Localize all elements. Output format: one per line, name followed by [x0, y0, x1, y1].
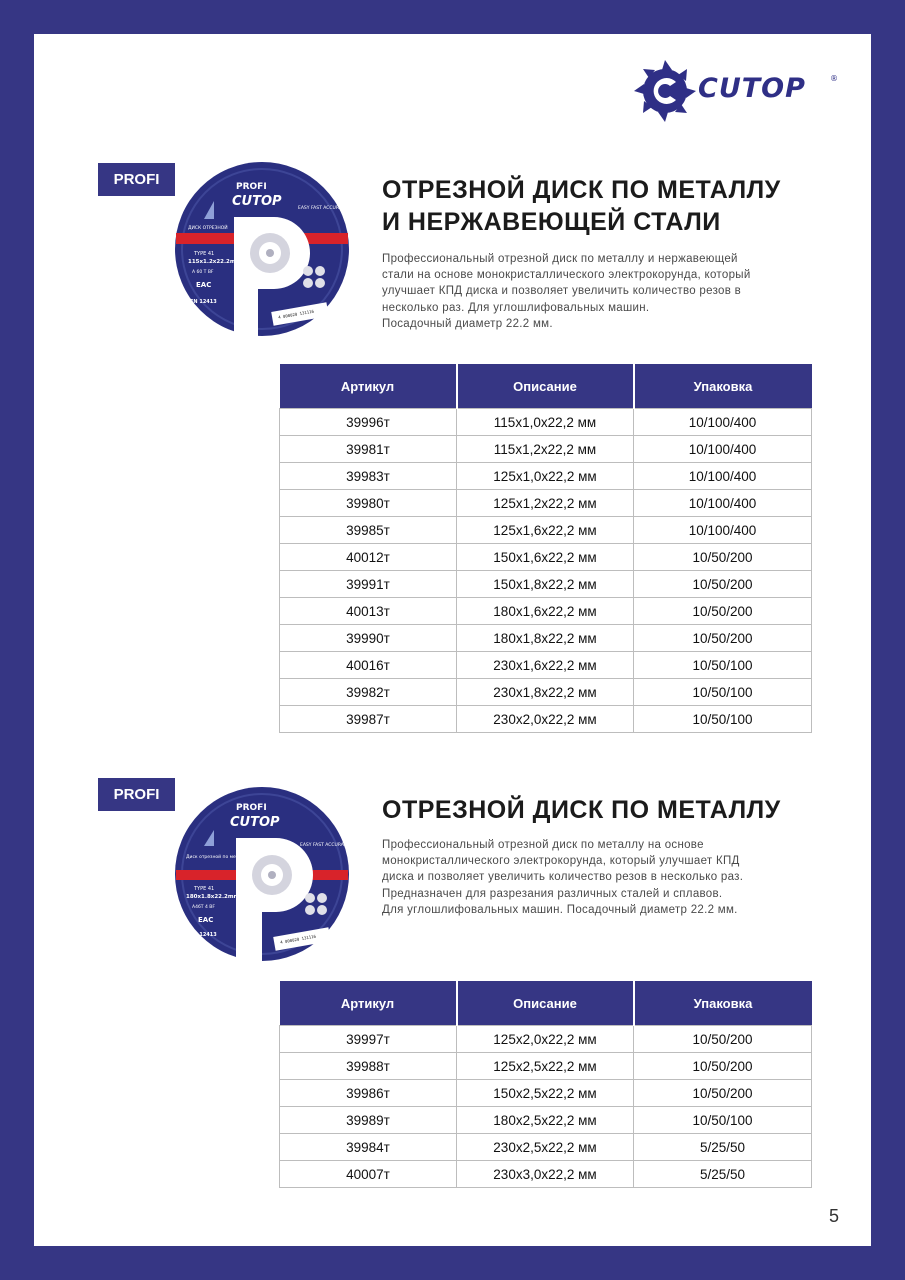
cell-description: 180х2,5х22,2 мм — [457, 1107, 634, 1134]
cell-article: 39985т — [280, 517, 457, 544]
cell-package: 10/50/100 — [634, 679, 812, 706]
cell-description: 230х3,0х22,2 мм — [457, 1161, 634, 1188]
cell-article: 39982т — [280, 679, 457, 706]
cell-description: 115х1,2х22,2 мм — [457, 436, 634, 463]
disc-barcode: 4 000020 131116 — [277, 308, 315, 320]
disc-type-label: TYPE 41 — [194, 251, 215, 257]
column-header-article: Артикул — [280, 981, 457, 1026]
cell-article: 39984т — [280, 1134, 457, 1161]
column-header-description: Описание — [457, 364, 634, 409]
cell-description: 150х1,6х22,2 мм — [457, 544, 634, 571]
table-row — [280, 463, 812, 490]
table-row — [280, 706, 812, 733]
cell-package: 10/100/400 — [634, 490, 812, 517]
table-row — [280, 517, 812, 544]
column-header-package: Упаковка — [634, 981, 812, 1026]
cell-article: 40013т — [280, 598, 457, 625]
table-row — [280, 1080, 812, 1107]
cell-package: 10/50/200 — [634, 625, 812, 652]
brand-name: CUTOP — [698, 73, 806, 104]
cell-article: 40016т — [280, 652, 457, 679]
cell-article: 39996т — [280, 409, 457, 436]
table-row — [280, 598, 812, 625]
cell-article: 39983т — [280, 463, 457, 490]
disc-profi-label: PROFI — [236, 803, 267, 813]
cell-article: 40012т — [280, 544, 457, 571]
disc-eac-mark: EAC — [198, 916, 214, 924]
description-line: Для углошлифовальных машин. Посадочный диаметр 22.2 мм. — [382, 903, 738, 916]
disc-brand-label: CUTOP — [232, 194, 282, 209]
cell-article: 39987т — [280, 706, 457, 733]
cell-package: 10/50/200 — [634, 571, 812, 598]
disc-profi-label: PROFI — [236, 182, 267, 192]
description-line: Предназначен для разрезания различных сталей и сплавов. — [382, 887, 723, 900]
description-line: Профессиональный отрезной диск по металлу и нержавеющей — [382, 253, 738, 265]
description-line: несколько раз. Для углошлифовальных машин. — [382, 301, 650, 314]
disc-band-text: Диск отрезной по металлу — [186, 855, 250, 860]
table-row — [280, 544, 812, 571]
table-row — [280, 1026, 812, 1053]
cell-description: 115х1,0х22,2 мм — [457, 409, 634, 436]
disc-size-label: 115x1.2x22.2mm — [188, 259, 242, 265]
table-row — [280, 625, 812, 652]
product-table — [279, 981, 812, 1188]
cell-description: 230х1,8х22,2 мм — [457, 679, 634, 706]
cell-package: 10/50/200 — [634, 544, 812, 571]
cell-description: 125х1,6х22,2 мм — [457, 517, 634, 544]
cell-package: 10/50/200 — [634, 1080, 812, 1107]
table-header-row — [280, 981, 812, 1026]
saw-blade-icon — [632, 58, 698, 124]
cell-package: 5/25/50 — [634, 1161, 812, 1188]
registered-mark: ® — [830, 74, 838, 83]
cell-description: 125х1,0х22,2 мм — [457, 463, 634, 490]
table-header-row — [280, 364, 812, 409]
description-line: улучшает КПД диска и позволяет увеличить количество резов в — [382, 285, 742, 298]
cell-article: 40007т — [280, 1161, 457, 1188]
product-disc-image — [174, 786, 350, 962]
cell-description: 180х1,8х22,2 мм — [457, 625, 634, 652]
cell-article: 39997т — [280, 1026, 457, 1053]
cell-article: 39990т — [280, 625, 457, 652]
section-description — [382, 837, 802, 918]
disc-en-label: EN 12413 — [190, 932, 217, 938]
cell-article: 39981т — [280, 436, 457, 463]
cell-description: 230х1,6х22,2 мм — [457, 652, 634, 679]
cell-package: 5/25/50 — [634, 1134, 812, 1161]
cell-package: 10/50/100 — [634, 1107, 812, 1134]
table-row — [280, 571, 812, 598]
table-row — [280, 1053, 812, 1080]
disc-size-label: 180x1.8x22.2mm — [186, 894, 240, 900]
cell-description: 180х1,6х22,2 мм — [457, 598, 634, 625]
disc-barcode: 4 000020 131116 — [279, 933, 317, 945]
cell-article: 39986т — [280, 1080, 457, 1107]
cell-article: 39988т — [280, 1053, 457, 1080]
section-title-line: ОТРЕЗНОЙ ДИСК ПО МЕТАЛЛУ — [382, 176, 781, 204]
cell-description: 125х2,0х22,2 мм — [457, 1026, 634, 1053]
cell-package: 10/100/400 — [634, 409, 812, 436]
profi-badge: PROFI — [98, 163, 175, 196]
cell-description: 150х2,5х22,2 мм — [457, 1080, 634, 1107]
description-line: Посадочный диаметр 22.2 мм. — [382, 317, 553, 330]
cell-package: 10/50/100 — [634, 706, 812, 733]
cell-description: 150х1,8х22,2 мм — [457, 571, 634, 598]
cell-package: 10/100/400 — [634, 436, 812, 463]
table-row — [280, 409, 812, 436]
cell-article: 39991т — [280, 571, 457, 598]
disc-eac-mark: EAC — [196, 281, 212, 289]
product-table — [279, 364, 812, 733]
section-title — [382, 174, 852, 238]
disc-en-label: EN 12413 — [190, 299, 217, 305]
description-line: диска и позволяет увеличить количество резов в несколько раз. — [382, 871, 744, 884]
column-header-article: Артикул — [280, 364, 457, 409]
disc-type-label: TYPE 41 — [194, 886, 215, 892]
section-description — [382, 251, 802, 332]
table-row — [280, 1161, 812, 1188]
description-line: Профессиональный отрезной диск по металлу на основе — [382, 839, 704, 851]
cell-package: 10/50/200 — [634, 598, 812, 625]
disc-band-text: ДИСК ОТРЕЗНОЙ — [188, 226, 228, 231]
description-line: стали на основе монокристаллического электрокорунда, который — [382, 269, 751, 282]
table-row — [280, 1134, 812, 1161]
column-header-description: Описание — [457, 981, 634, 1026]
column-header-package: Упаковка — [634, 364, 812, 409]
cell-package: 10/100/400 — [634, 517, 812, 544]
cell-article: 39989т — [280, 1107, 457, 1134]
section-title-line: ОТРЕЗНОЙ ДИСК ПО МЕТАЛЛУ — [382, 796, 781, 824]
cell-package: 10/100/400 — [634, 463, 812, 490]
page-number: 5 — [829, 1206, 840, 1226]
cell-description: 125х1,2х22,2 мм — [457, 490, 634, 517]
brand-logo — [632, 58, 842, 124]
cell-package: 10/50/100 — [634, 652, 812, 679]
disc-ribbon-text: EASY FAST ACCURATE — [300, 843, 350, 848]
disc-spec-label: A 60 T BF — [192, 270, 214, 275]
table-row — [280, 490, 812, 517]
cell-package: 10/50/200 — [634, 1053, 812, 1080]
table-row — [280, 679, 812, 706]
disc-brand-label: CUTOP — [230, 815, 280, 830]
table-row — [280, 436, 812, 463]
section-title — [382, 794, 852, 826]
cell-description: 230х2,5х22,2 мм — [457, 1134, 634, 1161]
cell-article: 39980т — [280, 490, 457, 517]
table-row — [280, 1107, 812, 1134]
cell-package: 10/50/200 — [634, 1026, 812, 1053]
table-row — [280, 652, 812, 679]
catalog-page — [34, 34, 871, 1246]
product-disc-image — [174, 161, 350, 337]
disc-spec-label: A46T 4 BF — [192, 905, 215, 910]
disc-ribbon-text: EASY FAST ACCURATE — [298, 206, 348, 211]
cell-description: 125х2,5х22,2 мм — [457, 1053, 634, 1080]
description-line: монокристаллического электрокорунда, который улучшает КПД — [382, 855, 740, 868]
cell-description: 230х2,0х22,2 мм — [457, 706, 634, 733]
profi-badge: PROFI — [98, 778, 175, 811]
section-title-line: И НЕРЖАВЕЮЩЕЙ СТАЛИ — [382, 208, 721, 236]
